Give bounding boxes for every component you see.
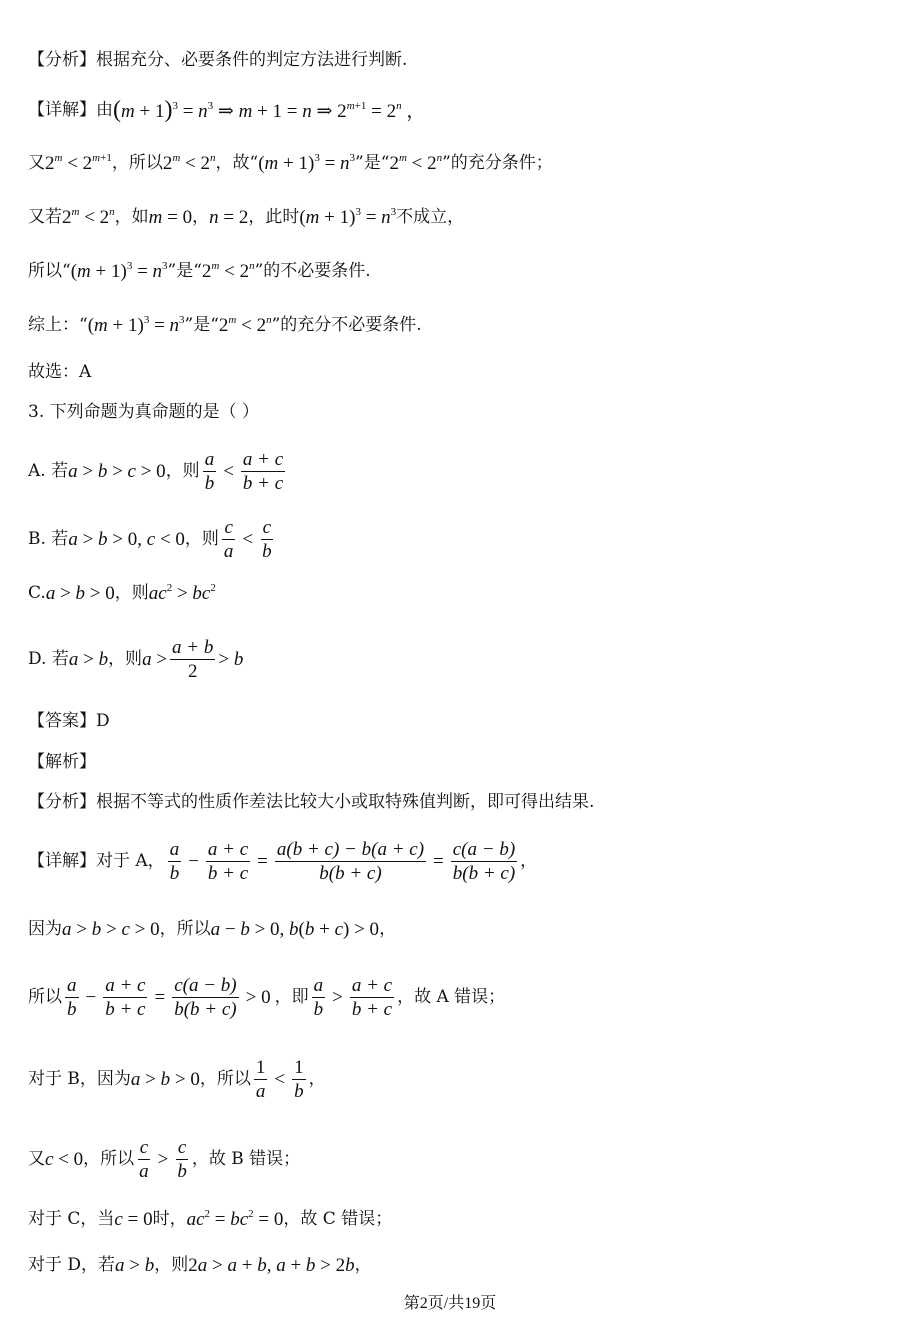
fraction: $\frac{a(b + c) - b(a + c)}{b(b + c)}$ [276, 839, 425, 884]
fraction: $\frac{a + c}{b + c}$ [242, 449, 284, 494]
analysis-text: 【分析】根据不等式的性质作差法比较大小或取特殊值判断，即可得出结果. [28, 792, 595, 812]
text: 又 [28, 153, 45, 173]
formula: $2^m < 2^{m+1}$ [45, 152, 112, 174]
formula: $ac^2 = bc^2 = 0$ [186, 1208, 284, 1230]
fraction: $\frac{c}{a}$ [223, 517, 234, 562]
formula: $(m + 1)^3 = n^3$ [70, 260, 168, 282]
text: 所以 [28, 987, 62, 1007]
line-conclusion [28, 316, 422, 335]
text: 对于 D，若 [28, 1255, 116, 1275]
analysis-text: 【分析】根据充分、必要条件的判定方法进行判断. [28, 50, 408, 70]
choice-text: 故选：A [28, 362, 92, 382]
text: ”是“ [167, 261, 202, 281]
text: ”的充分不必要条件. [271, 315, 422, 335]
formula: 2a > a + b, a + b > 2b [188, 1255, 355, 1276]
question-3 [28, 404, 259, 421]
text: 对于 B，因为 [28, 1069, 131, 1089]
text: 又若 [28, 207, 62, 227]
jiexi-text: 【解析】 [28, 752, 96, 772]
detail-prefix: 【详解】由 [28, 99, 113, 120]
text: ，故 B 错误； [191, 1149, 301, 1169]
text: ，则 [154, 1255, 189, 1275]
text: ，所以 [199, 1069, 251, 1089]
text: 又 [28, 1149, 45, 1169]
reason-line-2 [28, 920, 396, 939]
fraction: $\frac{c}{a}$ [139, 1137, 149, 1182]
reason-line-4: 对于 B，因为 a > b > 0 ，所以 $\frac{1}{a}$ < $\frac{1}{b}$ ， [28, 1057, 326, 1102]
formula: $(m + 1)^3 = n^3$ [299, 206, 397, 228]
text: ”是“ [184, 315, 219, 335]
formula: a > b > 0 [45, 583, 115, 604]
formula: $2^m < 2^n$ [62, 206, 115, 228]
text: ，此时 [248, 207, 300, 227]
text: 所以“ [28, 261, 71, 281]
text: ，所以 [83, 1149, 135, 1169]
text: 综上：“ [28, 315, 88, 335]
text: 因为 [28, 919, 62, 939]
formula: c = 0 [114, 1209, 153, 1230]
text: ， [520, 851, 538, 871]
fraction: $\frac{a}{b}$ [204, 449, 215, 494]
formula: $(m + 1)^3 = n^3$ ⇒ m + 1 = n ⇒ $2^{m+1} = 2^n$ ， [113, 97, 426, 123]
text: ，故“ [215, 153, 259, 173]
formula: n = 2 [209, 207, 249, 228]
choice-line [28, 364, 91, 381]
option-a: A. 若 a > b > c > 0 ，则 $\frac{a}{b}$ < $\frac{a + c}{b + c}$ [28, 449, 284, 494]
fraction: $\frac{1}{b}$ [294, 1057, 304, 1102]
fraction: $\frac{a + b}{2}$ [172, 637, 214, 682]
answer-text: 【答案】D [28, 711, 110, 731]
text: ，如 [114, 207, 149, 227]
option-d [28, 638, 243, 681]
detail-a: 【详解】对于 A， $\frac{a}{b}$ − $\frac{a + c}{b + c}$ = $\frac{a(b + c) - b(a + c)}{b(b + c)}$ = $\frac{c(a - b)}{b(b + c)}$ ， [28, 839, 538, 884]
text: ，则 [165, 461, 200, 481]
formula: > b [218, 649, 244, 670]
text: ， [354, 1255, 372, 1275]
detail-line [28, 98, 425, 122]
reason-line-3: 所以 $\frac{a}{b}$ − $\frac{a + c}{b + c}$ = $\frac{c(a - b)}{b(b + c)}$ > 0 ，即 $\frac{a}{b}$ > $\frac{a + c}{b + c}$ ，故 A 错误； [28, 975, 506, 1020]
formula: $2^m < 2^n$ [218, 314, 272, 336]
reason-line-5: 又 c < 0 ，所以 $\frac{c}{a}$ > $\frac{c}{b}$ ，故 B 错误； [28, 1137, 301, 1182]
text: ，故 C 错误； [283, 1209, 393, 1229]
text: ，则 [108, 649, 143, 669]
reason-line-6 [28, 1210, 392, 1229]
fraction: $\frac{a + c}{b + c}$ [207, 839, 249, 884]
analysis-line-2 [28, 794, 594, 811]
text: ，所以 [111, 153, 163, 173]
formula: a > b > c > 0 [68, 461, 166, 482]
fraction: $\frac{a + c}{b + c}$ [351, 975, 393, 1020]
formula: a > b > 0, c < 0 [68, 529, 185, 550]
text: ，即 [274, 987, 309, 1007]
text: ， [192, 207, 210, 227]
line-counterexample [28, 208, 464, 227]
text: B. 若 [28, 529, 69, 549]
text: ”的充分条件； [442, 153, 553, 173]
line-sufficient [28, 154, 553, 173]
text: C. [28, 583, 46, 603]
formula: a > [142, 649, 168, 670]
text: ，则 [114, 583, 149, 603]
jiexi-line [28, 754, 96, 771]
analysis-line [28, 52, 407, 69]
fraction: $\frac{a}{b}$ [169, 839, 180, 884]
text: 【详解】对于 A， [28, 851, 165, 871]
formula: $2^m < 2^n$ [162, 152, 216, 174]
text: ”是“ [355, 153, 390, 173]
formula: c < 0 [45, 1149, 84, 1170]
page-number: 第2页/共19页 [403, 1295, 497, 1312]
answer-line [28, 713, 110, 730]
line-not-necessary [28, 262, 371, 281]
fraction: $\frac{a}{b}$ [67, 975, 77, 1020]
text: 对于 C，当 [28, 1209, 115, 1229]
formula: $(m + 1)^3 = n^3$ [87, 314, 185, 336]
formula: a > b > 0 [130, 1069, 200, 1090]
text: 不成立， [396, 207, 465, 227]
formula: $ac^2 > bc^2$ [148, 582, 216, 604]
fraction: $\frac{1}{a}$ [255, 1057, 266, 1102]
text: 时， [152, 1209, 187, 1229]
formula: a > b > c > 0 [62, 919, 160, 940]
fraction: $\frac{a + c}{b + c}$ [105, 975, 146, 1020]
option-b: B. 若 a > b > 0, c < 0 ，则 $\frac{c}{a}$ < $\frac{c}{b}$ [28, 517, 272, 562]
fraction: $\frac{c(a - b)}{b(b + c)}$ [452, 839, 516, 884]
formula: a − b > 0, b(b + c) > 0 [210, 919, 380, 940]
formula: m = 0 [148, 207, 193, 228]
text: ，则 [184, 529, 219, 549]
fraction: $\frac{a}{b}$ [313, 975, 324, 1020]
text: ，所以 [159, 919, 211, 939]
formula: $2^m < 2^n$ [201, 260, 255, 282]
option-c [28, 584, 216, 603]
formula: a > b [68, 649, 109, 670]
reason-line-7 [28, 1256, 372, 1275]
fraction: $\frac{c}{b}$ [262, 517, 272, 562]
formula: $(m + 1)^3 = n^3$ [258, 152, 356, 174]
formula: a > b [115, 1255, 155, 1276]
text: ”的不必要条件. [254, 261, 371, 281]
question-text: 3. 下列命题为真命题的是（ ） [28, 402, 260, 422]
text: D. 若 [28, 649, 69, 669]
fraction: $\frac{c(a - b)}{b(b + c)}$ [174, 975, 237, 1020]
formula: $2^m < 2^n$ [389, 152, 443, 174]
fraction: $\frac{c}{b}$ [177, 1137, 187, 1182]
text: ， [308, 1069, 326, 1089]
text: A. 若 [28, 461, 69, 481]
text: ， [379, 919, 397, 939]
text: ，故 A 错误； [397, 987, 506, 1007]
